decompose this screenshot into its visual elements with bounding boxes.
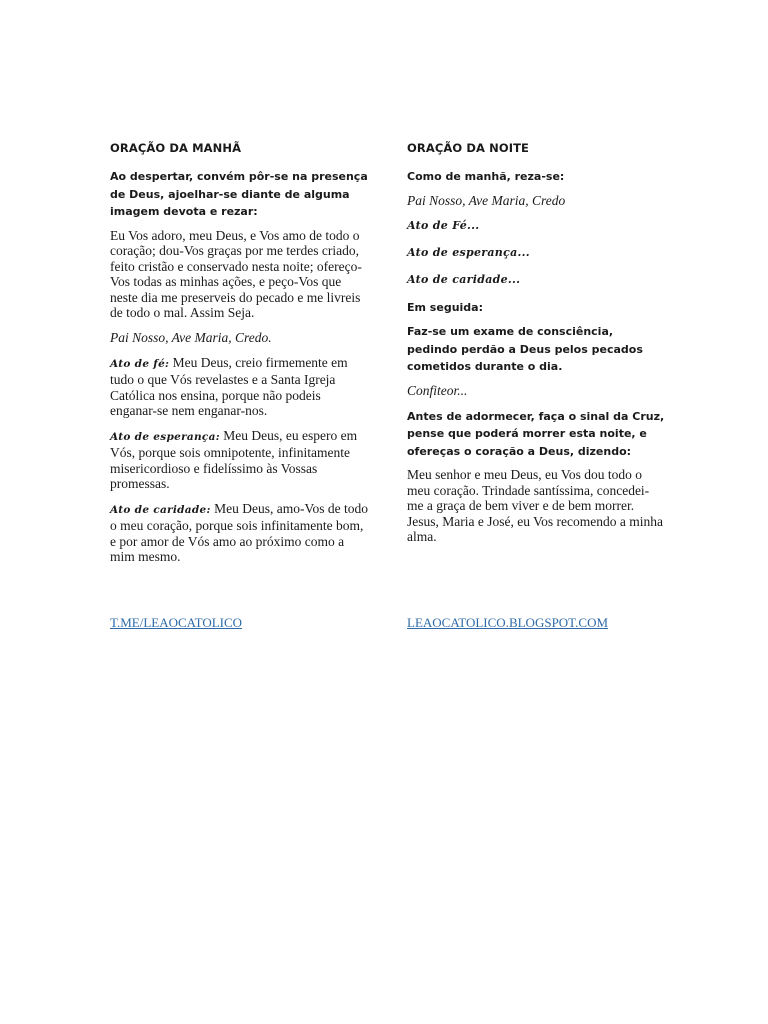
night-examination: Faz-se um exame de consciência, pedindo perdão a Deus pelos pecados cometidos durante o dia. bbox=[407, 325, 643, 373]
act-of-charity-text: Meu Deus, amo-Vos de todo o meu coração, porque sois infinitamente bom, e por amor de Vós amo ao próximo como a mim mesmo. bbox=[110, 500, 368, 564]
act-of-charity-paragraph bbox=[110, 501, 368, 565]
act-of-faith-text: Meu Deus, creio firmemente em tudo o que Vós revelastes e a Santa Igreja Católica nos ensina, porque não podeis enganar-se nem enganar-nos. bbox=[110, 354, 348, 418]
night-intro: Como de manhã, reza-se: bbox=[407, 170, 565, 183]
night-prayers-list: Pai Nosso, Ave Maria, Credo bbox=[407, 192, 566, 208]
night-before-sleep: Antes de adormecer, faça o sinal da Cruz, pense que poderá morrer esta noite, e ofereças o coração a Deus, dizendo: bbox=[407, 409, 665, 458]
act-of-hope-paragraph bbox=[110, 428, 368, 492]
morning-prayer-title: ORAÇÃO DA MANHÃ bbox=[110, 141, 242, 155]
act-of-hope-text: Meu Deus, eu espero em Vós, porque sois omnipotente, infinitamente misericordioso e fidelíssimo às Vossas promessas. bbox=[110, 427, 358, 491]
night-confiteor: Confiteor... bbox=[407, 382, 468, 398]
morning-prayer-column bbox=[110, 138, 368, 574]
night-then-label: Em seguida: bbox=[407, 300, 483, 314]
night-prayer-title: ORAÇÃO DA NOITE bbox=[407, 141, 529, 155]
night-act-of-charity: Ato de caridade... bbox=[407, 272, 521, 286]
night-prayer-column bbox=[407, 138, 665, 554]
blog-link[interactable]: LEAOCATOLICO.BLOGSPOT.COM bbox=[407, 615, 609, 630]
act-of-faith-paragraph bbox=[110, 355, 368, 419]
telegram-link[interactable]: T.ME/LEAOCATOLICO bbox=[110, 615, 243, 630]
morning-intro: Ao despertar, convém pôr-se na presença de Deus, ajoelhar-se diante de alguma imagem devota e rezar: bbox=[110, 170, 368, 218]
morning-adoration-paragraph: Eu Vos adoro, meu Deus, e Vos amo de todo o coração; dou-Vos graças por me terdes criado, feito cristão e conservado nesta noite; ofereço-Vos todas as minhas ações, e peço-Vos que neste dia me preserveis do pecado e me livreis de todo o mal. Assim Seja. bbox=[110, 227, 362, 320]
night-act-of-hope: Ato de esperança... bbox=[407, 245, 530, 259]
act-of-faith-label: Ato de fé: bbox=[110, 357, 170, 370]
night-final-prayer: Meu senhor e meu Deus, eu Vos dou todo o meu coração. Trindade santíssima, concedei-me a graça de bem viver e de bem morrer. Jesus, Maria e José, eu Vos recomendo a minha alma. bbox=[407, 467, 663, 544]
act-of-hope-label: Ato de esperança: bbox=[110, 430, 220, 443]
night-act-of-faith: Ato de Fé... bbox=[407, 218, 480, 232]
act-of-charity-label: Ato de caridade: bbox=[110, 503, 211, 516]
morning-prayers-list: Pai Nosso, Ave Maria, Credo. bbox=[110, 329, 272, 345]
